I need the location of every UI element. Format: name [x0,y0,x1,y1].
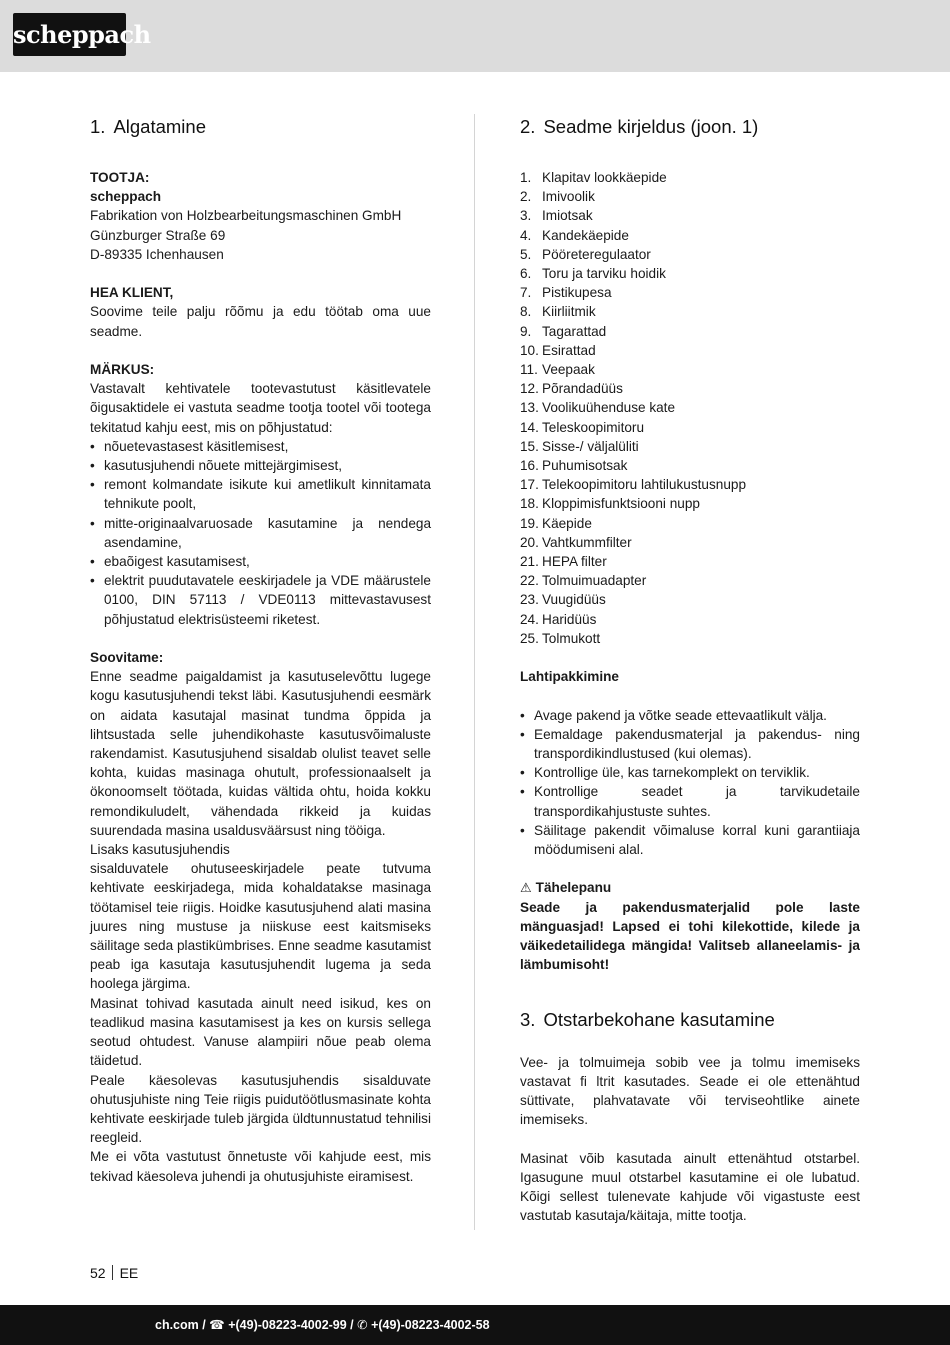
footer-contact: ch.com / ☎ +(49)-08223-4002-99 / ✆ +(49)-08223-4002-58 [155,1318,490,1332]
address-line: D-89335 Ichenhausen [90,246,224,262]
item-number: 4. [520,227,532,243]
item-number: 7. [520,285,532,301]
warning-label: Tähelepanu [535,880,612,896]
item-number: 11. [520,362,538,378]
list-item: • Kontrollige üle, kas tarnekomplekt on terviklik. [520,763,860,782]
item-text: Kloppimisfunktsiooni nupp [542,496,700,512]
list-item: • mitte-originaalvaruosade kasutamine ja nendega asendamine, [90,514,431,552]
list-item [520,168,860,187]
divider [112,1265,113,1280]
page-footer [90,1265,138,1281]
item-text: Tolmukott [542,630,601,646]
markus-text: Vastavalt kehtivatele tootevastutust käsitlevatele õigusaktidele ei vastuta seadme tootja tootel või tootega tekitatud kahju eest, mis on põhjustatud: [90,381,431,435]
paragraph: Peale käesolevas kasutusjuhendis sisalduvate ohutusjuhiste ning Teie riigis puidutöötlusmasinate kohta kehtivate eeskirjade tuleb järgida üldtunnustatud tehnilisi reegleid. [90,1072,431,1146]
paragraph: Masinat tohivad kasutada ainult need isikud, kes on teadlikud masina kasutamisest ja kes on kursis sellega seotud ohtudest. Vanuse alampiiri nõue peab olema täidetud. [90,995,431,1069]
list-item [520,245,860,264]
item-number: 5. [520,246,532,262]
item-number: 13. [520,400,539,416]
list-item [520,552,860,571]
item-number: 23. [520,592,539,608]
paragraph: Vee- ja tolmuimeja sobib vee ja tolmu imemiseks vastavat fi ltrit kasutades. Seade ei ole ettenähtud süttivate, plahvatavate või terviseohtlike ainete imemiseks. [520,1054,860,1128]
item-text: Käepide [542,515,592,531]
list-item: • elektrit puudutavatele eeskirjadele ja VDE määrustele 0100, DIN 57113 / VDE0113 mittevastavusest põhjustatud elektrisüsteemi riketest. [90,571,431,629]
list-item [520,456,860,475]
list-item [520,590,860,609]
warning-heading [520,878,860,897]
item-number: 20. [520,534,539,550]
item-number: 22. [520,573,539,589]
list-item: • Kontrollige seadet ja tarvikudetaile transpordikahjustuste suhtes. [520,782,860,820]
list-item [520,398,860,417]
item-number: 17. [520,477,539,493]
list-item: • remont kolmandate isikute kui ametlikult kinnitamata tehnikute poolt, [90,475,431,513]
section-title: Algatamine [113,116,206,137]
item-number: 10. [520,342,539,358]
list-item: • Säilitage pakendit võimaluse korral kuni garantiiaja möödumiseni alal. [520,821,860,859]
item-text: Pistikupesa [542,285,612,301]
markus-label: MÄRKUS: [90,362,155,377]
item-number: 25. [520,630,539,646]
list-item [520,475,860,494]
item-number: 8. [520,304,532,320]
list-item [520,610,860,629]
list-item [520,341,860,360]
item-text: Kiirliitmik [542,304,596,320]
address-line: Fabrikation von Holzbearbeitungsmaschinen GmbH [90,208,402,224]
list-item [520,437,860,456]
item-text: Puhumisotsak [542,458,628,474]
list-item [520,226,860,245]
scheppach-logo: scheppach [13,13,126,56]
item-text: Voolikuühenduse kate [542,400,676,416]
item-text: Klapitav lookkäepide [542,170,667,185]
item-number: 14. [520,419,539,435]
hea-klient-label: HEA KLIENT, [90,285,174,301]
item-text: Imiotsak [542,208,593,224]
item-number: 3. [520,208,532,224]
item-text: Põrandadüüs [542,381,623,397]
section-2-heading [520,113,860,141]
item-number: 24. [520,611,539,627]
list-item [520,283,860,302]
right-column [520,113,860,1225]
item-text: Tolmuimuadapter [542,573,647,589]
item-number: 1. [520,170,532,185]
list-item [520,302,860,321]
item-number: 15. [520,438,539,454]
item-number: 9. [520,323,532,339]
section-number: 2. [520,116,536,137]
item-text: Haridüüs [542,611,597,627]
list-item [520,629,860,648]
section-title: Seadme kirjeldus (joon. 1) [543,116,759,137]
item-number: 12. [520,381,539,397]
soovitame-label: Soovitame: [90,650,164,666]
item-text: Vahtkummfilter [542,534,632,550]
section-number: 3. [520,1008,536,1030]
company-name: scheppach [90,189,162,205]
list-item: • kasutusjuhendi nõuete mittejärgimisest, [90,456,431,475]
item-text: Teleskoopimitoru [542,419,644,435]
list-item [520,360,860,379]
unpacking-heading: Lahtipakkimine [520,669,619,685]
item-number: 2. [520,189,532,205]
list-item: • ebaõigest kasutamisest, [90,552,431,571]
item-text: Imivoolik [542,189,595,205]
item-text: Toru ja tarviku hoidik [542,266,666,282]
parts-list [520,168,860,648]
item-text: Veepaak [542,362,595,378]
header-band [0,0,950,72]
list-item [520,514,860,533]
markus-list [90,437,431,629]
list-item [520,206,860,225]
item-text: Telekoopimitoru lahtilukustusnupp [542,477,747,493]
item-number: 16. [520,458,539,474]
list-item [520,264,860,283]
tootja-label: TOOTJA: [90,170,150,185]
item-text: Sisse-/ väljalüliti [542,438,639,454]
item-number: 19. [520,515,539,531]
list-item [520,494,860,513]
section-title: Otstarbekohane kasutamine [543,1008,775,1030]
hea-klient-text: Soovime teile palju rõõmu ja edu töötab oma uue seadme. [90,304,431,339]
list-item [520,379,860,398]
list-item [520,322,860,341]
list-item [520,187,860,206]
item-text: Vuugidüüs [542,592,606,608]
item-text: Pööreteregulaator [542,246,651,262]
left-column [90,113,431,1186]
paragraph: Lisaks kasutusjuhendis [90,842,230,858]
list-item [520,418,860,437]
item-number: 18. [520,496,539,512]
item-number: 6. [520,266,532,282]
address-line: Günzburger Straße 69 [90,227,226,243]
item-text: Esirattad [542,342,596,358]
item-text: Kandekäepide [542,227,629,243]
warning-text: Seade ja pakendusmaterjalid pole laste mänguasjad! Lapsed ei tohi kilekottide, kilede ja väikedetailidega mängida! Valitseb allaneelamis- ja lämbumisoht! [520,899,860,973]
item-text: Tagarattad [542,323,607,339]
list-item: • nõuetevastasest käsitlemisest, [90,437,431,456]
item-number: 21. [520,554,539,570]
section-number: 1. [90,116,106,137]
paragraph: Me ei võta vastutust õnnetuste või kahjude eest, mis tekivad käesoleva juhendi ja ohutusjuhiste eiramisest. [90,1149,431,1184]
section-1-heading [90,113,431,141]
paragraph: Masinat võib kasutada ainult ettenähtud otstarbel. Igasugune muul otstarbel kasutamine ei ole lubatud. Kõigi sellest tulenevate kahjude või vigastuste eest vastutab kasutaja/käitaja, mitte tootja. [520,1150,860,1224]
paragraph: sisalduvatele ohutuseeskirjadele peate tutvuma kehtivate eeskirjadega, mida kohaldatakse masinaga töötamisel teie riigis. Hoidke kasutusjuhend alati masina juures ning mustuse ja niiskuse eest kaitsmiseks säilitage seda plastikümbrises. Enne seadme kasutamist peab iga kasutaja kasutusjuhendit lugema ja seda hoolega järgima. [90,861,431,992]
page-number: 52 [90,1265,106,1281]
unpacking-list [520,706,860,860]
section-3-heading [520,1006,860,1034]
list-item [520,571,860,590]
language-code: EE [119,1265,139,1281]
warning-triangle-icon: ⚠ [520,880,532,896]
paragraph: Enne seadme paigaldamist ja kasutuselevõttu lugege kogu kasutusjuhendi tekst läbi. Kasutusjuhendi eesmärk on aidata kasutajal masinat tundma õppida ja lihtsustada selle juhendikohaste kasutusvõimaluste rakendamist. Kasutusjuhend sisaldab olulist teavet selle kohta, kuidas masinaga ohutult, professionaalselt ja ökonoomselt töötada, kuidas vältida ohtu, hoida kokku remondikuludelt, vähendada rikkeid ja kuidas suurendada masina usaldusväärsust ning tööiga. [90,669,431,838]
column-divider [474,114,475,1230]
list-item: • Eemaldage pakendusmaterjal ja pakendus- ning transpordikindlustused (kui olemas). [520,725,860,763]
list-item: • Avage pakend ja võtke seade ettevaatlikult välja. [520,706,860,725]
item-text: HEPA filter [542,554,607,570]
list-item [520,533,860,552]
